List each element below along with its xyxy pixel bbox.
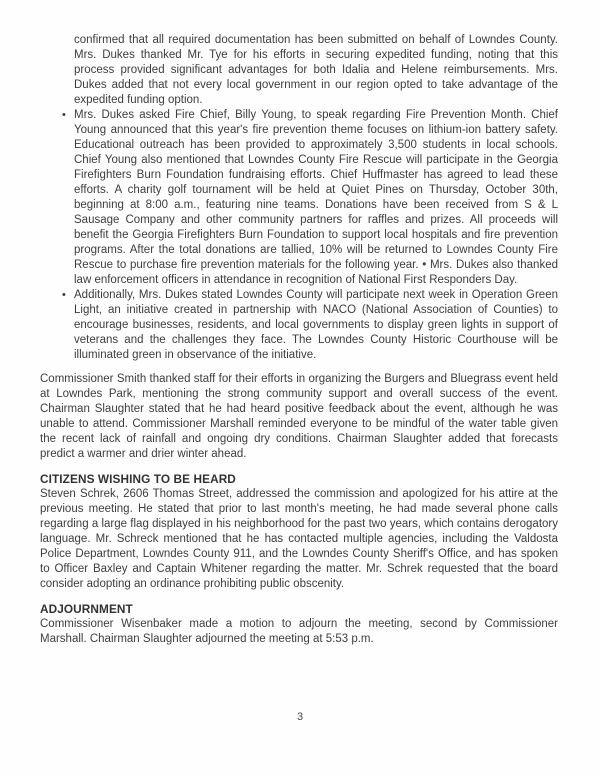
- paragraph-citizens: Steven Schrek, 2606 Thomas Street, addressed the commission and apologized for his attire at the previous meeting. He stated that prior to last month's meeting, he had made several phone calls regarding a large flag displayed in his neighborhood for the past two years, which contains derogatory language. Mr. Schreck mentioned that he has contacted multiple agencies, including the Valdosta Police Department, Lowndes County 911, and the Lowndes County Sheriff's Office, and has spoken to Officer Baxley and Captain Whitener regarding the matter. Mr. Schrek requested that the board consider adopting an ordinance prohibiting public obscenity.: [40, 488, 558, 590]
- bullet-icon: •: [62, 109, 66, 121]
- bullet-item-text: Mrs. Dukes asked Fire Chief, Billy Young, to speak regarding Fire Prevention Month. Chief Young announced that this year's fire prevention theme focuses on lithium-ion battery safety. Educational outreach has been provided to approximately 3,500 students in local schools. Chief Young also mentioned that Lowndes County Fire Rescue will participate in the Georgia Firefighters Burn Foundation fundraising efforts. Chief Huffmaster has agreed to lead these efforts. A charity golf tournament will be held at Quiet Pines on Thursday, October 30th, beginning at 8:00 a.m., featuring nine teams. Donations have been received from S & L Sausage Company and other community partners for raffles and prizes. All proceeds will benefit the Georgia Firefighters Burn Foundation to support local hospitals and fire prevention programs. After the total donations are tallied, 10% will be returned to Lowndes County Fire Rescue to purchase fire prevention materials for the following year. • Mrs. Dukes also thanked law enforcement officers in attendance in recognition of National First Responders Day.: [74, 109, 558, 286]
- page-number: 3: [296, 711, 304, 723]
- paragraph-continued: confirmed that all required documentation has been submitted on behalf of Lowndes County. Mrs. Dukes thanked Mr. Tye for his efforts in securing expedited funding, noting that this process provided significant advantages for both Idalia and Helene reimbursements. Mrs. Dukes added that not every local government in our region opted to take advantage of the expedited funding option.: [74, 34, 558, 106]
- list-item: [62, 288, 558, 363]
- bullet-icon: •: [62, 289, 66, 301]
- paragraph-commissioners: Commissioner Smith thanked staff for their efforts in organizing the Burgers and Bluegrass event held at Lowndes Park, mentioning the strong community support and overall success of the event. Chairman Slaughter stated that he had heard positive feedback about the event, although he was unable to attend. Commissioner Marshall reminded everyone to be mindful of the water table given the recent lack of rainfall and ongoing dry conditions. Chairman Slaughter added that forecasts predict a warmer and drier winter ahead.: [40, 373, 558, 460]
- paragraph-adjournment: Commissioner Wisenbaker made a motion to adjourn the meeting, second by Commissioner Marshall. Chairman Slaughter adjourned the meeting at 5:53 p.m.: [40, 618, 558, 645]
- section-heading-adjournment: ADJOURNMENT: [40, 602, 133, 616]
- section-heading-citizens: CITIZENS WISHING TO BE HEARD: [40, 472, 236, 486]
- bullet-item-text: Additionally, Mrs. Dukes stated Lowndes County will participate next week in Operation Green Light, an initiative created in partnership with NACO (National Association of Counties) to encourage businesses, residents, and local governments to display green lights in support of veterans and the challenges they face. The Lowndes County Historic Courthouse will be illuminated green in observance of the initiative.: [74, 289, 558, 361]
- list-item: [62, 108, 558, 288]
